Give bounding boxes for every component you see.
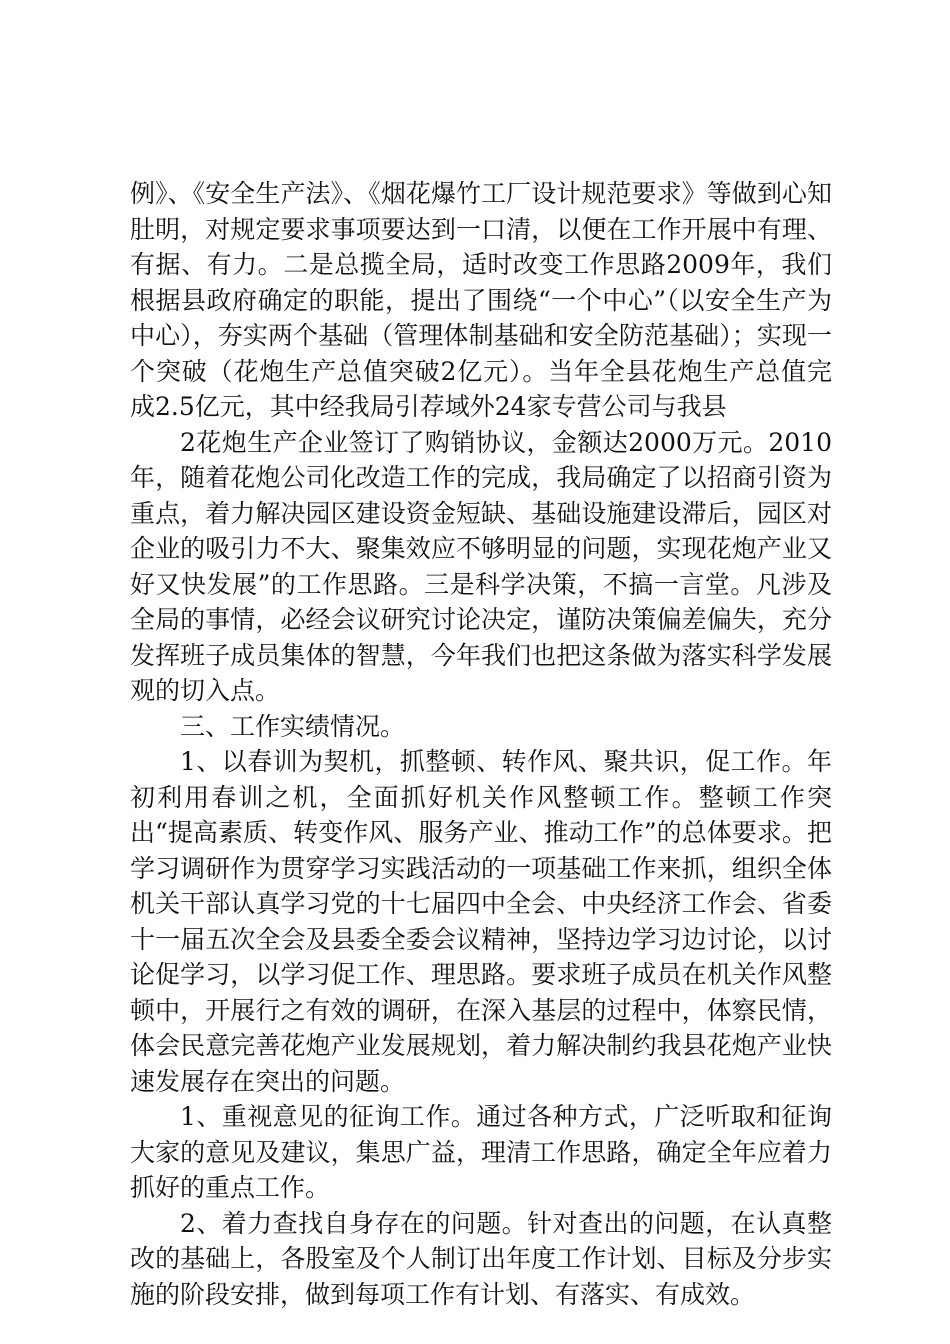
paragraph-procurement: 2花炮生产企业签订了购销协议，金额达2000万元。2010年，随着花炮公司化改造工作的完成，我局确定了以招商引资为重点，着力解决园区建设资金短缺、基础设施建设滞后，园区对企业的吸引力不大、聚集效应不够明显的问题，实现花炮产业又好又快发展”的工作思路。三是科学决策，不搞一言堂。凡涉及全局的事情，必经会议研究讨论决定，谨防决策偏差偏失，充分发挥班子成员集体的智慧，今年我们也把这条做为落实科学发展观的切入点。 [130,427,832,705]
paragraph-self-inspection: 2、着力查找自身存在的问题。针对查出的问题，在认真整改的基础上，各股室及个人制订出年度工作计划、目标及分步实施的阶段安排，做到每项工作有计划、有落实、有成效。 [130,1208,832,1309]
paragraph-spring-training: 1、以春训为契机，抓整顿、转作风、聚共识，促工作。年初利用春训之机，全面抓好机关作风整顿工作。整顿工作突出“提高素质、转变作风、服务产业、推动工作”的总体要求。把学习调研作为贯穿学习实践活动的一项基础工作来抓，组织全体机关干部认真学习党的十七届四中全会、中央经济工作会、省委十一届五次全会及县委全委会议精神，坚持边学习边讨论，以讨论促学习，以学习促工作、理思路。要求班子成员在机关作风整顿中，开展行之有效的调研，在深入基层的过程中，体察民情，体会民意完善花炮产业发展规划，着力解决制约我县花炮产业快速发展存在突出的问题。 [130,747,832,1096]
document-body [130,176,832,1312]
paragraph-continuation: 例》、《安全生产法》、《烟花爆竹工厂设计规范要求》等做到心知肚明，对规定要求事项要达到一口清，以便在工作开展中有理、有据、有力。二是总揽全局，适时改变工作思路2009年，我们根据县政府确定的职能，提出了围绕“一个中心”（以安全生产为中心），夯实两个基础（管理体制基础和安全防范基础）；实现一个突破（花炮生产总值突破2亿元）。当年全县花炮生产总值完成2.5亿元，其中经我局引荐域外24家专营公司与我县 [130,179,832,421]
section-heading-achievements: 三、工作实绩情况。 [180,711,406,741]
paragraph-opinion-solicitation: 1、重视意见的征询工作。通过各种方式，广泛听取和征询大家的意见及建议，集思广益，理清工作思路，确定全年应着力抓好的重点工作。 [130,1102,832,1202]
